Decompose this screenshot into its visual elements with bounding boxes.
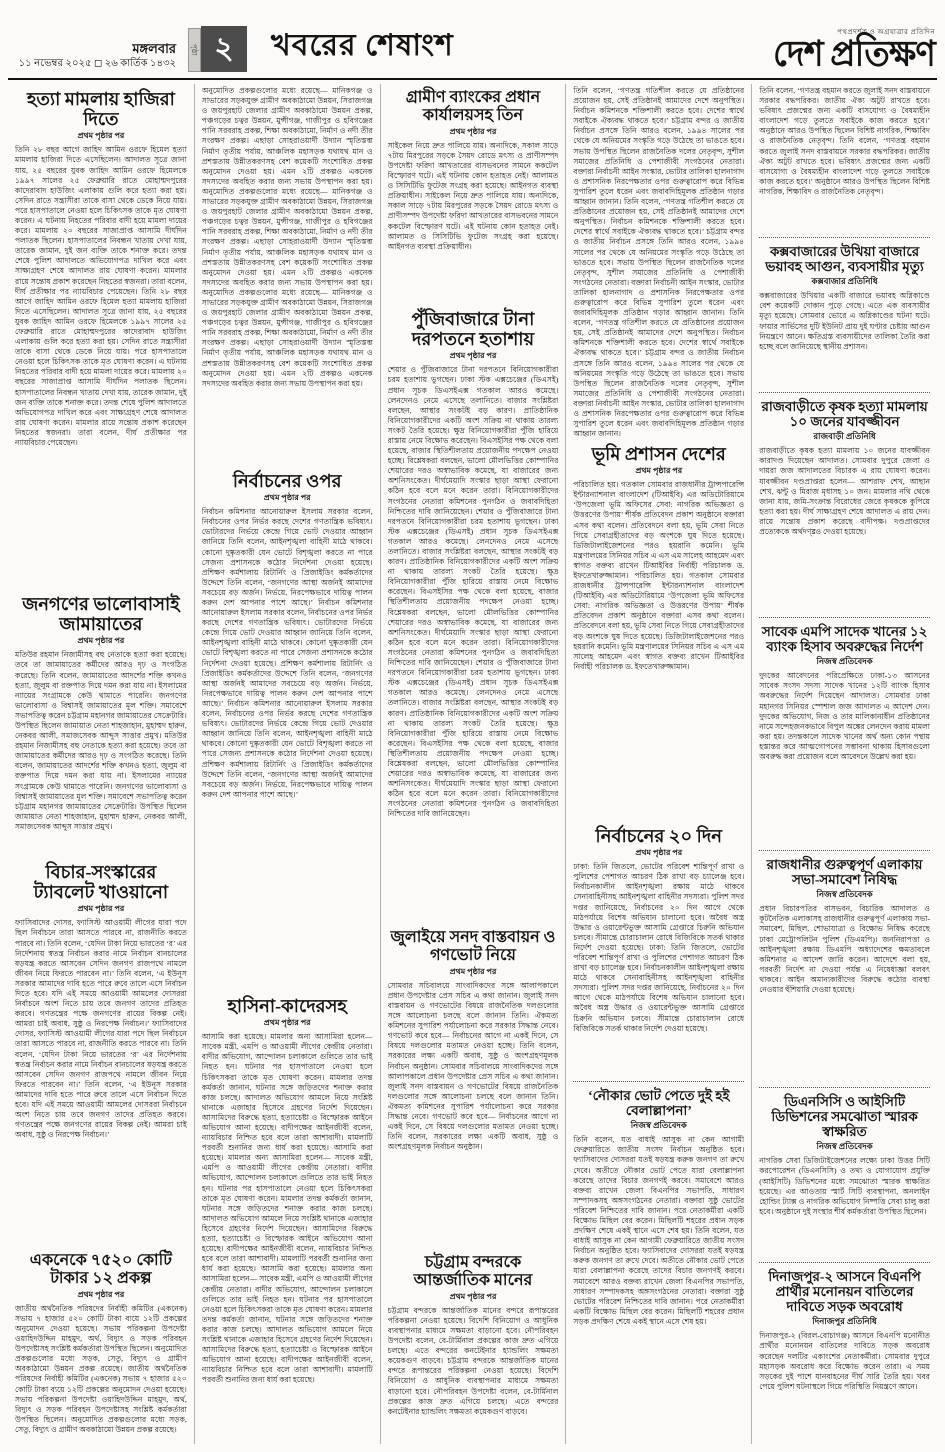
article-headline: পুঁজিবাজারে টানা দরপতনে হতাশায়: [411, 309, 535, 350]
article-body: জাতীয় অর্থনৈতিক পরিষদের নির্বাহী কমিটির (একনেক) সভায় ৭ হাজার ৫২০ কোটি টাকা ব্যয়ে ১২টি প্রকল্পের অনুমোদন দেওয়া হয়েছে। সভায় পরিকল্পনা উপদেষ্টা ওয়াহিদউদ্দিন মাহমুদ, অর্থ, বিদ্যুৎ ও সড়ক পরিবহন উপদেষ্টাসহ সংশ্লিষ্ট কর্মকর্তারা উপস্থিত ছিলেন। অনুমোদিত প্রকল্পগুলোর মধ্যে সড়ক, সেতু, বিদ্যুৎ ও গ্রামীণ অবকাঠামো উন্নয়ন প্রকল্প রয়েছে। জাতীয় অর্থনৈতিক পরিষদের নির্বাহী কমিটির (একনেক) সভায় ৭ হাজার ৫২০ কোটি টাকা ব্যয়ে ১২টি প্রকল্পের অনুমোদন দেওয়া হয়েছে। সভায় পরিকল্পনা উপদেষ্টা ওয়াহিদউদ্দিন মাহমুদ, অর্থ, বিদ্যুৎ ও সড়ক পরিবহন উপদেষ্টাসহ সংশ্লিষ্ট কর্মকর্তারা উপস্থিত ছিলেন। অনুমোদিত প্রকল্পগুলোর মধ্যে সড়ক, সেতু, বিদ্যুৎ ও গ্রামীণ অবকাঠামো উন্নয়ন প্রকল্প রয়েছে।: [15, 1303, 187, 1434]
column-2: [194, 84, 380, 1444]
article: [759, 850, 930, 1084]
continued-from-label: প্রথম পৃষ্ঠার পর: [263, 1018, 311, 1028]
article: [15, 859, 187, 1249]
column-4: [565, 84, 751, 1444]
weekday-label: মঙ্গলবার: [132, 41, 176, 57]
article-headline: কক্সবাজারের উখিয়া বাজারে ভয়াবহ আগুন, ব্যবসায়ীর মৃত্যু: [765, 244, 924, 275]
logo-block: [773, 26, 937, 72]
continued-from-label: প্রথম পৃষ্ঠার পর: [449, 966, 497, 976]
byline: নিজস্ব প্রতিবেদক: [630, 1120, 687, 1131]
article-continuation: [202, 86, 373, 468]
byline: দিনাজপুর প্রতিনিধি: [812, 1316, 877, 1327]
article-body: সোমবার সচিবালয়ে সাংবাদিকদের সঙ্গে আলাপকালে প্রধান উপদেষ্টার প্রেস সচিব এ কথা জানান। জুলাই সনদ বাস্তবায়ন ও গণভোটের বিষয়ে রাজনৈতিক দলগুলোর সঙ্গে আলোচনা চলছে বলে জানান তিনি। ঐকমত্য কমিশনের সুপারিশ পর্যালোচনা করে সরকার সিদ্ধান্ত নেবে। গণভোট কবে হবে— নির্বাচনের আগে না একই দিনে, সে বিষয়ে দলগুলোর মতামত নেওয়া হচ্ছে। তিনি বলেন, সরকারের লক্ষ্য একটি অবাধ, সুষ্ঠু ও অংশগ্রহণমূলক নির্বাচন অনুষ্ঠান। সোমবার সচিবালয়ে সাংবাদিকদের সঙ্গে আলাপকালে প্রধান উপদেষ্টার প্রেস সচিব এ কথা জানান। জুলাই সনদ বাস্তবায়ন ও গণভোটের বিষয়ে রাজনৈতিক দলগুলোর সঙ্গে আলোচনা চলছে বলে জানান তিনি। ঐকমত্য কমিশনের সুপারিশ পর্যালোচনা করে সরকার সিদ্ধান্ত নেবে। গণভোট কবে হবে— নির্বাচনের আগে না একই দিনে, সে বিষয়ে দলগুলোর মতামত নেওয়া হচ্ছে। তিনি বলেন, সরকারের লক্ষ্য একটি অবাধ, সুষ্ঠু ও অংশগ্রহণমূলক নির্বাচন অনুষ্ঠান।: [387, 980, 559, 1152]
article-body: দিনাজপুর-২ (বিরল-বোচাগঞ্জ) আসনে বিএনপি মনোনীত প্রার্থীর মনোনয়ন বাতিলের দাবিতে সড়ক অবরোধ করেছেন দলটির একাংশের নেতাকর্মীরা। সোমবার দুপুরে মহাসড়ক অবরোধ করে বিক্ষোভ করেন তারা। এ সময় সড়কের দুই পাশে যানবাহনের দীর্ঘ সারি তৈরি হয়। খবর পেয়ে পুলিশ ঘটনাস্থলে গিয়ে পরিস্থিতি নিয়ন্ত্রণে আনে।: [759, 1331, 930, 1391]
article-headline: নির্বাচনের ২০ দিন: [595, 826, 723, 846]
article-body: দুদকের আবেদনের পরিপ্রেক্ষিতে ঢাকা-১৩ আসনের সাবেক সংসদ সদস্য সাদেক খানের ১২টি ব্যাংক হিসাব অবরুদ্ধের নির্দেশ দিয়েছেন আদালত। সোমবার ঢাকা মহানগর সিনিয়র স্পেশাল জজ আদালত এ আদেশ দেন। দুদকের অভিযোগ, নিজ ও তার মালিকানাধীন প্রতিষ্ঠানের নামে সন্দেহজনকভাবে বিপুল অঙ্কের লেনদেন করায় মামলা করা হয়। তদন্তকালে সাদেক খানের অর্থ অন্য কোন পন্থায় হস্তান্তর করে আত্মগোপনের সম্ভাবনা থাকায় হিসাবগুলো অবরুদ্ধ করা প্রয়োজন বলে আবেদনে উল্লেখ করা হয়।: [759, 671, 930, 761]
article: [388, 926, 559, 1251]
article: [573, 441, 744, 823]
continued-from-label: প্রথম পৃষ্ঠার পর: [449, 1291, 497, 1301]
article-body: প্রধান বিচারপতির বাসভবন, বিচারিক আদালত ও কূটনৈতিক এলাকাসহ রাজধানীর গুরুত্বপূর্ণ এলাকায় সভা-সমাবেশ, মিছিল, শোভাযাত্রা ও বিক্ষোভ নিষিদ্ধ করেছে ঢাকা মেট্রোপলিটন পুলিশ (ডিএমপি)। জননিরাপত্তা ও আইনশৃঙ্খলা রক্ষায় ডিএমপি অধ্যাদেশের ক্ষমতাবলে কমিশনার এ আদেশ জারি করেন। আদেশে বলা হয়, পরবর্তী নির্দেশ না দেওয়া পর্যন্ত এ নিষেধাজ্ঞা বলবৎ থাকবে। আইন অমান্যকারীদের বিরুদ্ধে কঠোর ব্যবস্থা নেওয়ার হুঁশিয়ারি দেওয়া হয়েছে।: [759, 904, 930, 994]
column-3: [380, 84, 566, 1444]
article-headline: জনগণের ভালোবাসাই জামায়াতের: [22, 594, 180, 635]
article-headline: ডিএনসিসি ও আইসিটি ডিভিশনের সমঝোতা স্মারক স্বাক্ষরিত: [771, 1094, 918, 1140]
article-headline: একনেকে ৭৫২০ কোটি টাকার ১২ প্রকল্প: [29, 1252, 172, 1287]
page-number-block: [188, 26, 247, 72]
article-headline: চট্টগ্রাম বন্দরকে আন্তর্জাতিক মানের: [413, 1254, 533, 1289]
page-number: ২: [201, 26, 247, 72]
continued-from-label: প্রথম পৃষ্ঠার পর: [263, 493, 311, 503]
article-headline: সাবেক এমপি সাদেক খানের ১২ ব্যাংক হিসাব অবরুদ্ধের নির্দেশ: [761, 624, 928, 655]
section-title: খবরের শেষাংশ: [271, 29, 454, 62]
continued-from-label: প্রথম পৃষ্ঠার পর: [77, 1289, 125, 1299]
article-headline: জুলাইয়ে সনদ বাস্তবায়ন ও গণভোট নিয়ে: [390, 929, 556, 964]
article-body: তিনি বলেন, যত বাধাই আসুক না কেন আগামী ফেব্রুয়ারিতে জাতীয় সংসদ নির্বাচন অনুষ্ঠিত হবে। ফ্যাসিবাদের দোসররা যতই ষড়যন্ত্র করুক জনগণ তা রুখে দেবে। অতীতে নৌকার ভোট পেতে যারা বেলাল্লাপনা করেছে তাদের বিচার জনগণই করবে। সমাবেশে আরও বক্তব্য রাখেন জেলা বিএনপির সভাপতি, সাধারণ সম্পাদকসহ অঙ্গসংগঠনের নেতারা। বক্তারা সুষ্ঠু ভোটের পরিবেশ নিশ্চিতের দাবি জানান। পরে নেতাকর্মীরা একটি বিক্ষোভ মিছিল বের করেন। মিছিলটি শহরের প্রধান সড়ক প্রদক্ষিণ শেষে একই স্থানে এসে শেষ হয়। তিনি বলেন, যত বাধাই আসুক না কেন আগামী ফেব্রুয়ারিতে জাতীয় সংসদ নির্বাচন অনুষ্ঠিত হবে। ফ্যাসিবাদের দোসররা যতই ষড়যন্ত্র করুক জনগণ তা রুখে দেবে। অতীতে নৌকার ভোট পেতে যারা বেলাল্লাপনা করেছে তাদের বিচার জনগণই করবে। সমাবেশে আরও বক্তব্য রাখেন জেলা বিএনপির সভাপতি, সাধারণ সম্পাদকসহ অঙ্গসংগঠনের নেতারা। বক্তারা সুষ্ঠু ভোটের পরিবেশ নিশ্চিতের দাবি জানান। পরে নেতাকর্মীরা একটি বিক্ষোভ মিছিল বের করেন। মিছিলটি শহরের প্রধান সড়ক প্রদক্ষিণ শেষে একই স্থানে এসে শেষ হয়।: [573, 1135, 745, 1326]
masthead: [8, 6, 937, 80]
continued-from-label: প্রথম পৃষ্ঠার পর: [77, 636, 125, 646]
byline: কক্সবাজার প্রতিনিধি: [811, 276, 878, 287]
continued-from-label: প্রথম পৃষ্ঠার পর: [449, 351, 497, 361]
byline: নিজস্ব প্রতিবেদক: [816, 656, 873, 667]
article-headline: ‘নৌকার ভোট পেতে দুই হই বেলাল্লাপনা’: [588, 1088, 730, 1119]
article-headline: রাজধানীর গুরুত্বপূর্ণ এলাকায় সভা-সমাবেশ নিষিদ্ধ: [766, 857, 923, 888]
article-body: রাজবাড়ীতে কৃষক হত্যা মামলায় ১০ জনের যাবজ্জীবন কারাদণ্ড দিয়েছেন আদালত। সোমবার দুপুরে জেলা ও দায়রা জজ আদালতের বিচারক এ রায় ঘোষণা করেন। যাবজ্জীবন দণ্ডপ্রাপ্তরা হলেন— আশরাফ শেখ, আছান শেখ, ঝন্টু ও মিরাজ মৃধাসহ ১০ জন। মামলার নথি থেকে জানা যায়, জমি-সংক্রান্ত বিরোধের জেরে কৃষককে কুপিয়ে হত্যা করা হয়। দীর্ঘ সাক্ষ্যগ্রহণ শেষে আদালত এ রায় দেন। রায়ে সন্তোষ প্রকাশ করেছে বাদীপক্ষ। দণ্ডপ্রাপ্তদের প্রত্যেককে অর্থদণ্डও দেওয়া হয়েছে।: [759, 446, 930, 536]
continued-from-label: প্রথম পৃষ্ঠার পর: [635, 848, 683, 858]
article: [573, 1081, 744, 1444]
article: [573, 823, 744, 1078]
article-body: পরিচালিত হয়। গতকাল সোমবার রাজধানীর ট্রান্সপারেন্সি ইন্টারন্যাশনাল বাংলাদেশ (টিআইবি) এর অডিটোরিয়ামে ‘উপজেলা ভূমি অফিসের সেবা: নাগরিক অভিজ্ঞতা ও উত্তরণের উপায়’ শীর্ষক প্রতিবেদন প্রকাশ অনুষ্ঠানে বক্তারা এসব কথা বলেন। প্রতিবেদনে বলা হয়, ভূমি সেবা নিতে গিয়ে সেবাগ্রহীতাদের বড় অংশকে ঘুষ দিতে হয়েছে। ডিজিটালাইজেশনের পরও হয়রানি কমেনি। ভূমি মন্ত্রণালয়ের সিনিয়র সচিব এ এস এম সালেহ আহমেদ এবং স্বাগত বক্তব্য রাখেন টিআইবির নির্বাহী পরিচালক ড. ইফতেখারুজ্জামান। পরিচালিত হয়। গতকাল সোমবার রাজধানীর ট্রান্সপারেন্সি ইন্টারন্যাশনাল বাংলাদেশ (টিআইবি) এর অডিটোরিয়ামে ‘উপজেলা ভূমি অফিসের সেবা: নাগরিক অভিজ্ঞতা ও উত্তরণের উপায়’ শীর্ষক প্রতিবেদন প্রকাশ অনুষ্ঠানে বক্তারা এসব কথা বলেন। প্রতিবেদনে বলা হয়, ভূমি সেবা নিতে গিয়ে সেবাগ্রহীতাদের বড় অংশকে ঘুষ দিতে হয়েছে। ডিজিটালাইজেশনের পরও হয়রানি কমেনি। ভূমি মন্ত্রণালয়ের সিনিয়র সচিব এ এস এম সালেহ আহমেদ এবং স্বাগত বক্তব্য রাখেন টিআইবির নির্বাহী পরিচালক ড. ইফতেখারুজ্জামান।: [573, 480, 745, 671]
continued-from-label: প্রথম পৃষ্ঠার পর: [635, 466, 683, 476]
continued-from-label: প্রথম পৃষ্ঠার পর: [77, 904, 125, 914]
article: [15, 591, 187, 859]
byline: রাজবাড়ী প্রতিনিধি: [813, 431, 876, 442]
article-headline: নির্বাচনের ওপর: [232, 471, 342, 491]
newspaper-logo: দেশ প্রতিক্ষণ: [773, 35, 935, 74]
byline: নিজস্ব প্রতিবেদক: [816, 1141, 873, 1152]
article-headline: রাজবাড়ীতে কৃষক হত্যা মামলায় ১০ জনের যাবজ্জীবন: [761, 399, 928, 430]
article-continuation: [759, 86, 930, 234]
article: [388, 306, 559, 926]
article-body: নির্বাচন কমিশনার আনোয়ারুল ইসলাম সরকার বলেন, নির্বাচনের ওপর নির্ভর করছে দেশের গণতান্ত্রিক ভবিষ্যৎ। ভোটারদের নির্ভয়ে কেন্দ্রে গিয়ে ভোট দেওয়ার আহ্বান জানিয়ে তিনি বলেন, আইনশৃঙ্খলা বাহিনী মাঠে থাকবে। কোনো দুষ্কৃতকারী যেন ভোটে বিশৃঙ্খলা করতে না পারে সেজন্য প্রশাসনকে কঠোর নির্দেশনা দেওয়া হয়েছে। প্রশিক্ষণ কর্মশালায় রিটার্নিং ও প্রিজাইডিং কর্মকর্তাদের উদ্দেশে তিনি বলেন, ‘জনগণের আস্থা অর্জনই আমাদের সবচেয়ে বড় অর্জন। নির্ভয়ে, নিরপেক্ষভাবে দায়িত্ব পালন করুন দেশ আপনার পাশে আছে।’ নির্বাচন কমিশনার আনোয়ারুল ইসলাম সরকার বলেন, নির্বাচনের ওপর নির্ভর করছে দেশের গণতান্ত্রিক ভবিষ্যৎ। ভোটারদের নির্ভয়ে কেন্দ্রে গিয়ে ভোট দেওয়ার আহ্বান জানিয়ে তিনি বলেন, আইনশৃঙ্খলা বাহিনী মাঠে থাকবে। কোনো দুষ্কৃতকারী যেন ভোটে বিশৃঙ্খলা করতে না পারে সেজন্য প্রশাসনকে কঠোর নির্দেশনা দেওয়া হয়েছে। প্রশিক্ষণ কর্মশালায় রিটার্নিং ও প্রিজাইডিং কর্মকর্তাদের উদ্দেশে তিনি বলেন, ‘জনগণের আস্থা অর্জনই আমাদের সবচেয়ে বড় অর্জন। নির্ভয়ে, নিরপেক্ষভাবে দায়িত্ব পালন করুন দেশ আপনার পাশে আছে।’ নির্বাচন কমিশনার আনোয়ারুল ইসলাম সরকার বলেন, নির্বাচনের ওপর নির্ভর করছে দেশের গণতান্ত্রিক ভবিষ্যৎ। ভোটারদের নির্ভয়ে কেন্দ্রে গিয়ে ভোট দেওয়ার আহ্বান জানিয়ে তিনি বলেন, আইনশৃঙ্খলা বাহিনী মাঠে থাকবে। কোনো দুষ্কৃতকারী যেন ভোটে বিশৃঙ্খলা করতে না পারে সেজন্য প্রশাসনকে কঠোর নির্দেশনা দেওয়া হয়েছে। প্রশিক্ষণ কর্মশালায় রিটার্নিং ও প্রিজাইডিং কর্মকর্তাদের উদ্দেশে তিনি বলেন, ‘জনগণের আস্থা অর্জনই আমাদের সবচেয়ে বড় অর্জন। নির্ভয়ে, নিরপেক্ষভাবে দায়িত্ব পালন করুন দেশ আপনার পাশে আছে।’: [201, 507, 373, 799]
article: [759, 1087, 930, 1259]
article-headline: বিচার-সংস্কারের ট্যাবলেট খাওয়ানো: [33, 862, 169, 903]
article-body: ঢাকা: তিনি জিতলে, ভোটের পরিবেশ শান্তিপূর্ণ রাখা ও পুলিশের পেশাগত আচরণ ঠিক রাখা বড় চ্যালেঞ্জ হবে। নির্বাচনকালীন আইনশৃঙ্খলা রক্ষায় মাঠে থাকবে সেনাবাহিনীসহ আইনশৃঙ্খলা বাহিনীর সদস্যরা। পুলিশ সদর দপ্তর জানিয়েছে, নির্বাচনের ২০ দিন আগে থেকে মাঠপর্যায়ে বিশেষ অভিযান চালানো হবে। অবৈধ অস্ত্র উদ্ধার ও ওয়ারেন্টভুক্ত আসামি গ্রেপ্তারে চিরুনি অভিযান চলবে। সীমান্তে চোরাচালান রোধে বিজিবিকে সতর্ক থাকার নির্দেশ দেওয়া হয়েছে। ঢাকা: তিনি জিতলে, ভোটের পরিবেশ শান্তিপূর্ণ রাখা ও পুলিশের পেশাগত আচরণ ঠিক রাখা বড় চ্যালেঞ্জ হবে। নির্বাচনকালীন আইনশৃঙ্খলা রক্ষায় মাঠে থাকবে সেনাবাহিনীসহ আইনশৃঙ্খলা বাহিনীর সদস্যরা। পুলিশ সদর দপ্তর জানিয়েছে, নির্বাচনের ২০ দিন আগে থেকে মাঠপর্যায়ে বিশেষ অভিযান চালানো হবে। অবৈধ অস্ত্র উদ্ধার ও ওয়ারেন্টভুক্ত আসামি গ্রেপ্তারে চিরুনি অভিযান চলবে। সীমান্তে চোরাচালান রোধে বিজিবিকে সতর্ক থাকার নির্দেশ দেওয়া হয়েছে।: [573, 862, 745, 1033]
article: [15, 1249, 187, 1444]
article-body: নাগরিক সেবা ডিজিটাইজেশনের লক্ষ্যে ঢাকা উত্তর সিটি করপোরেশন (ডিএনসিসি) ও তথ্য ও যোগাযোগ প্রযুক্তি (আইসিটি) ডিভিশনের মধ্যে সমঝোতা স্মারক স্বাক্ষরিত হয়েছে। এর আওতায় স্মার্ট সিটি ব্যবস্থাপনা, অনলাইন হোল্ডিং ট্যাক্স ও নাগরিক অভিযোগ নিষ্পত্তি সেবা চালু করা হবে। অনুষ্ঠানে দুই সংস্থার শীর্ষ কর্মকর্তারা উপস্থিত ছিলেন।: [759, 1156, 930, 1216]
article-body: অনুমোদিত প্রকল্পগুলোর মধ্যে রয়েছে— মানিকগঞ্জ ও সাভারের সড়কযুক্ত গ্রামীণ অবকাঠামো উন্নয়ন, সিরাজগঞ্জ ও জয়পুরহাট জেলার গ্রামীণ অবকাঠামো উন্নয়ন প্রকল্প, পঞ্চগড়ের চত্বর উন্নয়ন, মুন্সীগঞ্জ, গাজীপুর ও হবিগঞ্জের পানি সরবরাহ প্রকল্প, শিক্ষা অবকাঠামো, নির্মাণ ও নদী তীর সংরক্ষণ প্রকল্প। এছাড়া সোহরাওয়ার্দী উদ্যান স্মৃতিস্তম্ভ নির্মাণ তৃতীয় পর্যায়, আঞ্চলিক মহাসড়ক যথাযথ মান ও প্রশস্ততায় উন্নীতকরণসহ বেশ কয়েকটি সংশোধিত প্রকল্প অনুমোদন দেওয়া হয়। এমন ২টি প্রকল্পও একনেক সদস্যদের অবহিত করার জন্য সভায় উপস্থাপন করা হয়। অনুমোদিত প্রকল্পগুলোর মধ্যে রয়েছে— মানিকগঞ্জ ও সাভারের সড়কযুক্ত গ্রামীণ অবকাঠামো উন্নয়ন, সিরাজগঞ্জ ও জয়পুরহাট জেলার গ্রামীণ অবকাঠামো উন্নয়ন প্রকল্প, পঞ্চগড়ের চত্বর উন্নয়ন, মুন্সীগঞ্জ, গাজীপুর ও হবিগঞ্জের পানি সরবরাহ প্রকল্প, শিক্ষা অবকাঠামো, নির্মাণ ও নদী তীর সংরক্ষণ প্রকল্প। এছাড়া সোহরাওয়ার্দী উদ্যান স্মৃতিস্তম্ভ নির্মাণ তৃতীয় পর্যায়, আঞ্চলিক মহাসড়ক যথাযথ মান ও প্রশস্ততায় উন্নীতকরণসহ বেশ কয়েকটি সংশোধিত প্রকল্প অনুমোদন দেওয়া হয়। এমন ২টি প্রকল্পও একনেক সদস্যদের অবহিত করার জন্য সভায় উপস্থাপন করা হয়। অনুমোদিত প্রকল্পগুলোর মধ্যে রয়েছে— মানিকগঞ্জ ও সাভারের সড়কযুক্ত গ্রামীণ অবকাঠামো উন্নয়ন, সিরাজগঞ্জ ও জয়পুরহাট জেলার গ্রামীণ অবকাঠামো উন্নয়ন প্রকল্প, পঞ্চগড়ের চত্বর উন্নয়ন, মুন্সীগঞ্জ, গাজীপুর ও হবিগঞ্জের পানি সরবরাহ প্রকল্প, শিক্ষা অবকাঠামো, নির্মাণ ও নদী তীর সংরক্ষণ প্রকল্প। এছাড়া সোহরাওয়ার্দী উদ্যান স্মৃতিস্তম্ভ নির্মাণ তৃতীয় পর্যায়, আঞ্চলিক মহাসড়ক যথাযথ মান ও প্রশস্ততায় উন্নীতকরণসহ বেশ কয়েকটি সংশোধিত প্রকল্প অনুমোদন দেওয়া হয়। এমন ২টি প্রকল্পও একনেক সদস্যদের অবহিত করার জন্য সভায় উপস্থাপন করা হয়।: [201, 86, 373, 388]
article-body: আসামি করা হয়েছে। মামলার অন্য আসামিরা হলেন— সাবেক মন্ত্রী, এমপি ও আওয়ামী লীগের কেন্দ্রীয় নেতারা। বাদীর অভিযোগ, আন্দোলন চলাকালে গুলিতে তার ভাই নিহত হন। ঘটনার পর হাসপাতালে নেওয়া হলে চিকিৎসকরা তাকে মৃত ঘোষণা করেন। মামলার তদন্ত কর্মকর্তা জানান, ঘটনার সঙ্গে জড়িতদের শনাক্ত করার কাজ চলছে। আদালত অভিযোগ আমলে নিয়ে সংশ্লিষ্ট থানাকে এজাহার হিসেবে গ্রহণের নির্দেশ দিয়েছেন। আসামিদের বিরুদ্ধে হত্যা, হত্যাচেষ্টা ও বিস্ফোরক আইনে অভিযোগ আনা হয়েছে। বাদীপক্ষের আইনজীবী বলেন, ন্যায়বিচার নিশ্চিত হবে বলে তারা আশাবাদী। মামলাটি পরবর্তী শুনানির জন্য ধার্য করা হয়েছে। আসামি করা হয়েছে। মামলার অন্য আসামিরা হলেন— সাবেক মন্ত্রী, এমপি ও আওয়ামী লীগের কেন্দ্রীয় নেতারা। বাদীর অভিযোগ, আন্দোলন চলাকালে গুলিতে তার ভাই নিহত হন। ঘটনার পর হাসপাতালে নেওয়া হলে চিকিৎসকরা তাকে মৃত ঘোষণা করেন। মামলার তদন্ত কর্মকর্তা জানান, ঘটনার সঙ্গে জড়িতদের শনাক্ত করার কাজ চলছে। আদালত অভিযোগ আমলে নিয়ে সংশ্লিষ্ট থানাকে এজাহার হিসেবে গ্রহণের নির্দেশ দিয়েছেন। আসামিদের বিরুদ্ধে হত্যা, হত্যাচেষ্টা ও বিস্ফোরক আইনে অভিযোগ আনা হয়েছে। বাদীপক্ষের আইনজীবী বলেন, ন্যায়বিচার নিশ্চিত হবে বলে তারা আশাবাদী। মামলাটি পরবর্তী শুনানির জন্য ধার্য করা হয়েছে। আসামি করা হয়েছে। মামলার অন্য আসামিরা হলেন— সাবেক মন্ত্রী, এমপি ও আওয়ামী লীগের কেন্দ্রীয় নেতারা। বাদীর অভিযোগ, আন্দোলন চলাকালে গুলিতে তার ভাই নিহত হন। ঘটনার পর হাসপাতালে নেওয়া হলে চিকিৎসকরা তাকে মৃত ঘোষণা করেন। মামলার তদন্ত কর্মকর্তা জানান, ঘটনার সঙ্গে জড়িতদের শনাক্ত করার কাজ চলছে। আদালত অভিযোগ আমলে নিয়ে সংশ্লিষ্ট থানাকে এজাহার হিসেবে গ্রহণের নির্দেশ দিয়েছেন। আসামিদের বিরুদ্ধে হত্যা, হত্যাচেষ্টা ও বিস্ফোরক আইনে অভিযোগ আনা হয়েছে। বাদীপক্ষের আইনজীবী বলেন, ন্যায়বিচার নিশ্চিত হবে বলে তারা আশাবাদী। মামলাটি পরবর্তী শুনানির জন্য ধার্য করা হয়েছে।: [201, 1032, 373, 1385]
article: [759, 617, 930, 847]
date-block: [8, 41, 176, 72]
article-body: চট্টগ্রাম বন্দরকে আন্তর্জাতিক মানের বন্দরে রূপান্তরের পরিকল্পনা নেওয়া হয়েছে। বিদেশি বিনিয়োগ ও আধুনিক ব্যবস্থাপনার মাধ্যমে সক্ষমতা বাড়ানো হবে। নৌপরিবহন উপদেষ্টা বলেন, বে-টার্মিনাল প্রকল্পের কাজ দ্রুত এগিয়ে চলছে। এতে বন্দরের কনটেইনার হ্যান্ডলিং সক্ষমতা কয়েকগুণ বাড়বে। চট্টগ্রাম বন্দরকে আন্তর্জাতিক মানের বন্দরে রূপান্তরের পরিকল্পনা নেওয়া হয়েছে। বিদেশি বিনিয়োগ ও আধুনিক ব্যবস্থাপনার মাধ্যমে সক্ষমতা বাড়ানো হবে। নৌপরিবহন উপদেষ্টা বলেন, বে-টার্মিনাল প্রকল্পের কাজ দ্রুত এগিয়ে চলছে। এতে বন্দরের কনটেইনার হ্যান্ডলিং সক্ষমতা কয়েকগুণ বাড়বে।: [387, 1305, 559, 1416]
byline: নিজস্ব প্রতিবেদক: [816, 889, 873, 900]
article: [15, 86, 187, 591]
article: [202, 993, 373, 1444]
article-body: কক্সবাজারের উখিয়ার একটি বাজারে ভয়াবহ অগ্নিকাণ্ডে বেশ কয়েকটি দোকান পুড়ে গেছে। এতে এক ব্যবসায়ীর মৃত্যু হয়েছে। সোমবার ভোরে এ অগ্নিকাণ্ডের ঘটনা ঘটে। ফায়ার সার্ভিসের দুটি ইউনিট প্রায় দুই ঘণ্টার চেষ্টায় আগুন নিয়ন্ত্রণে আনে। ক্ষতিগ্রস্ত ব্যবসায়ীদের তালিকা তৈরি করা হচ্ছে বলে জানিয়েছে স্থানীয় প্রশাসন।: [759, 291, 930, 351]
article-continuation: [573, 86, 744, 441]
article-body: সাইকেল নিয়ে দ্রুত পালিয়ে যায়। অন্যদিকে, সকাল সাড়ে ৭টায় মিরপুরের সড়কে সৈয়দ রোডে মৎস্য ও প্রাণীসম্পদ উপদেষ্টা ফরিদা আখতারের বাসভবনের সামনে ককটেল বিস্ফোরণ ঘটে। এই ঘটনায় কোন হতাহত নেই। আলামত ও সিসিটিভি ফুটেজ সংগ্রহ করা হয়েছে। আইনগত ব্যবস্থা প্রক্রিয়াধীন। সাইকেল নিয়ে দ্রুত পালিয়ে যায়। অন্যদিকে, সকাল সাড়ে ৭টায় মিরপুরের সড়কে সৈয়দ রোডে মৎস্য ও প্রাণীসম্পদ উপদেষ্টা ফরিদা আখতারের বাসভবনের সামনে ককটেল বিস্ফোরণ ঘটে। এই ঘটনায় কোন হতাহত নেই। আলামত ও সিসিটিভি ফুটেজ সংগ্রহ করা হয়েছে। আইনগত ব্যবস্থা প্রক্রিয়াধীন।: [387, 140, 559, 251]
continued-from-label: প্রথম পৃষ্ঠার পর: [77, 131, 125, 141]
article-body: তিনি বলেন, ‘গণতন্ত্র গতিশীল করতে যে প্রতিষ্ঠানের প্রয়োজন হয়, সেই প্রতিষ্ঠানই আমাদের দেশে অনুপস্থিত। নির্বাচন কমিশনকে শক্তিশালী করতে হবে। দেশের স্বার্থে সবাইকে ঐক্যবদ্ধ থাকতে হবে।’ চট্টগ্রাম বন্দর ও জাতীয় নির্বাচন প্রসঙ্গে তিনি আরও বলেন, ১৯৯৪ সালের পর থেকে যে অনিয়মের সংস্কৃতি গড়ে উঠেছে তা ভাঙতে হবে। সভায় উপস্থিত ছিলেন রাজনৈতিক দলের নেতৃবৃন্দ, সুশীল সমাজের প্রতিনিধি ও পেশাজীবী সংগঠনের নেতারা। বক্তারা নির্বাচনী আইন সংস্কার, ভোটার তালিকা হালনাগাদ ও প্রশাসনিক নিরপেক্ষতার ওপর গুরুত্বারোপ করে বিভিন্ন সুপারিশ তুলে ধরেন এবং জবাবদিহিমূলক প্রতিষ্ঠান গড়ার আহ্বান জানান। তিনি বলেন, ‘গণতন্ত্র গতিশীল করতে যে প্রতিষ্ঠানের প্রয়োজন হয়, সেই প্রতিষ্ঠানই আমাদের দেশে অনুপস্থিত। নির্বাচন কমিশনকে শক্তিশালী করতে হবে। দেশের স্বার্থে সবাইকে ঐক্যবদ্ধ থাকতে হবে।’ চট্টগ্রাম বন্দর ও জাতীয় নির্বাচন প্রসঙ্গে তিনি আরও বলেন, ১৯৯৪ সালের পর থেকে যে অনিয়মের সংস্কৃতি গড়ে উঠেছে তা ভাঙতে হবে। সভায় উপস্থিত ছিলেন রাজনৈতিক দলের নেতৃবৃন্দ, সুশীল সমাজের প্রতিনিধি ও পেশাজীবী সংগঠনের নেতারা। বক্তারা নির্বাচনী আইন সংস্কার, ভোটার তালিকা হালনাগাদ ও প্রশাসনিক নিরপেক্ষতার ওপর গুরুত্বারোপ করে বিভিন্ন সুপারিশ তুলে ধরেন এবং জবাবদিহিমূলক প্রতিষ্ঠান গড়ার আহ্বান জানান। তিনি বলেন, ‘গণতন্ত্র গতিশীল করতে যে প্রতিষ্ঠানের প্রয়োজন হয়, সেই প্রতিষ্ঠানই আমাদের দেশে অনুপস্থিত। নির্বাচন কমিশনকে শক্তিশালী করতে হবে। দেশের স্বার্থে সবাইকে ঐক্যবদ্ধ থাকতে হবে।’ চট্টগ্রাম বন্দর ও জাতীয় নির্বাচন প্রসঙ্গে তিনি আরও বলেন, ১৯৯৪ সালের পর থেকে যে অনিয়মের সংস্কৃতি গড়ে উঠেছে তা ভাঙতে হবে। সভায় উপস্থিত ছিলেন রাজনৈতিক দলের নেতৃবৃন্দ, সুশীল সমাজের প্রতিনিধি ও পেশাজীবী সংগঠনের নেতারা। বক্তারা নির্বাচনী আইন সংস্কার, ভোটার তালিকা হালনাগাদ ও প্রশাসনিক নিরপেক্ষতার ওপর গুরুত্বারোপ করে বিভিন্ন সুপারিশ তুলে ধরেন এবং জবাবদিহিমূলক প্রতিষ্ঠান গড়ার আহ্বান জানান।: [573, 86, 745, 439]
article: [759, 237, 930, 389]
article-headline: গ্রামীণ ব্যাংকের প্রধান কার্যালয়সহ তিন: [405, 89, 541, 124]
article-body: ফ্যাসিবাদের দোসর, ফ্যাসিস্ট আওয়ামী লীগের যারা পদে ছিল নির্বাচনে তারা আসতে পারবে না, রাজনীতি করতে পারবে না। তিনি বলেন, ‘যেদিন টাকা নিয়ে ভারতের ‘র’ এর নির্দেশনায় স্বতন্ত্র নির্বাচন করার নামে নির্বাচন বানচালের ষড়যন্ত্র করতে আসবেন সেদিন জনগণ রাজপথে নামলে জীবন নিয়ে ফিরতে পারবেন না।’ তিনি বলেন, ‘এ ইউনূস সরকার আমাদের দাবি হতে পারে রুবে তালে এসে নির্বাচন দিতে হবে। যদি এই সময়ে আওয়ামী আমলের দোসররা নির্বাচনে অংশ নিতে চায় তবে জনগণ তাদের প্রতিহত করবে। গণতন্ত্রের পক্ষে জনগণের রায়ের বিকল্প নেই। আমরা চাই অবাধ, সুষ্ঠু ও নিরপেক্ষ নির্বাচন।’ ফ্যাসিবাদের দোসর, ফ্যাসিস্ট আওয়ামী লীগের যারা পদে ছিল নির্বাচনে তারা আসতে পারবে না, রাজনীতি করতে পারবে না। তিনি বলেন, ‘যেদিন টাকা নিয়ে ভারতের ‘র’ এর নির্দেশনায় স্বতন্ত্র নির্বাচন করার নামে নির্বাচন বানচালের ষড়যন্ত্র করতে আসবেন সেদিন জনগণ রাজপথে নামলে জীবন নিয়ে ফিরতে পারবেন না।’ তিনি বলেন, ‘এ ইউনূস সরকার আমাদের দাবি হতে পারে রুবে তালে এসে নির্বাচন দিতে হবে। যদি এই সময়ে আওয়ামী আমলের দোসররা নির্বাচনে অংশ নিতে চায় তবে জনগণ তাদের প্রতিহত করবে। গণতন্ত্রের পক্ষে জনগণের রায়ের বিকল্প নেই। আমরা চাই অবাধ, সুষ্ঠু ও নিরপেক্ষ নির্বাচন।’: [15, 918, 187, 1140]
column-5: [751, 84, 937, 1444]
article-headline: দিনাজপুর-২ আসনে বিএনপি প্রার্থীর মনোনয়ন বাতিলের দাবিতে সড়ক অবরোধ: [768, 1269, 921, 1315]
logo-tagline: পথপ্রদর্শক ও অগ্রযাত্রার প্রতিদিন: [837, 28, 935, 36]
article: [759, 1262, 930, 1444]
column-1: [8, 84, 194, 1444]
column-grid: [8, 84, 937, 1444]
article-headline: হাসিনা-কাদেরসহ: [227, 996, 347, 1016]
article-body: মতিউর রহমান নিজামীসহ বহু নেতাকে হত্যা করা হয়েছে। তবে তা জামায়াতের কর্মীদের আরও দৃঢ় ও সংগঠিত করেছে। তিনি বলেন, জামায়াতের আদর্শের শক্তি কখনও হত্যা, জুলুম বা রক্তপাত দিয়ে দমন করা যায় না। ইসলামের ন্যায়ের সংগ্রামকে কেউ থামাতে পারেনি। জনগণের ভালোবাসা ও বিশ্বাসই জামায়াতের মূল শক্তি। সমাবেশে সভাপতিত্ব করেন চট্টগ্রাম মহানগর জামায়াতের সেক্রেটারি। উপস্থিত ছিলেন জামায়াত নেতা শাহজাহান, মুহাম্মদ হারুন, নেকবর আলী, সমাজসেবক আব্দুস সাত্তার প্রমুখ। মতিউর রহমান নিজামীসহ বহু নেতাকে হত্যা করা হয়েছে। তবে তা জামায়াতের কর্মীদের আরও দৃঢ় ও সংগঠিত করেছে। তিনি বলেন, জামায়াতের আদর্শের শক্তি কখনও হত্যা, জুলুম বা রক্তপাত দিয়ে দমন করা যায় না। ইসলামের ন্যায়ের সংগ্রামকে কেউ থামাতে পারেনি। জনগণের ভালোবাসা ও বিশ্বাসই জামায়াতের মূল শক্তি। সমাবেশে সভাপতিত্ব করেন চট্টগ্রাম মহানগর জামায়াতের সেক্রেটারি। উপস্থিত ছিলেন জামায়াত নেতা শাহজাহান, মুহাম্মদ হারুন, নেকবর আলী, সমাজসেবক আব্দুস সাত্তার প্রমুখ।: [15, 650, 187, 831]
article-headline: ভূমি প্রশাসন দেশের: [591, 444, 726, 464]
date-line: ১১ নভেম্বর ২০২৫ ◻ ২৬ কার্তিক ১৪৩২: [18, 57, 176, 69]
article: [388, 86, 559, 306]
article: [759, 392, 930, 614]
article-body: তিনি বলেন, ‘গণতন্ত্র বহমান করতে জুলাই সনদ বাস্তবায়নে সরকার বদ্ধপরিকর। জাতীয় ঐক্য অটুট রাখতে হবে। ভবিষ্যৎ প্রজন্মের জন্য একটি বাসযোগ্য ও বৈষম্যহীন বাংলাদেশ গড়ে তুলতে সবাইকে কাজ করতে হবে।’ অনুষ্ঠানে আরও উপস্থিত ছিলেন বিশিষ্ট নাগরিক, শিক্ষাবিদ ও রাজনৈতিক নেতৃবৃন্দ। তিনি বলেন, ‘গণতন্ত্র বহমান করতে জুলাই সনদ বাস্তবায়নে সরকার বদ্ধপরিকর। জাতীয় ঐক্য অটুট রাখতে হবে। ভবিষ্যৎ প্রজন্মের জন্য একটি বাসযোগ্য ও বৈষম্যহীন বাংলাদেশ গড়ে তুলতে সবাইকে কাজ করতে হবে।’ অনুষ্ঠানে আরও উপস্থিত ছিলেন বিশিষ্ট নাগরিক, শিক্ষাবিদ ও রাজনৈতিক নেতৃবৃন্দ।: [759, 86, 930, 196]
article: [388, 1251, 559, 1444]
article-body: তিনি ২৮ বছর আগে জাহিদ আমিন ওরফে হিমেল হত্যা মামলায় হাজিরা দিতে এসেছিলেন। আদালত সূত্রে জানা যায়, ২৫ বছরের যুবক জাহিদ আমিন ওরফে হিমেলকে ১৯৯৭ সালের ২৫ ফেব্রুয়ারি রাতে মোহাম্মদপুরের কাদেরাবাদ হাউজিং এলাকায় গুলি করে হত্যা করা হয়। সেদিন রাতে সন্ত্রাসীরা তাকে বাসা থেকে ডেকে নিয়ে যায়। পরে হাসপাতালে নেওয়া হলে চিকিৎসক তাকে মৃত ঘোষণা করেন। এ ঘটনায় নিহতের পরিবার বাদী হয়ে মামলা দায়ের করে। মামলায় ২০ বছরের সাজাপ্রাপ্ত আসামি দীর্ঘদিন পলাতক ছিলেন। হাসপাতালের নিবন্ধন খাতায় দেখা যায়, তারেক জামান, দুই জন ব্যক্তি তাকে শনাক্ত করে। তদন্ত শেষে পুলিশ আদালতে অভিযোগপত্র দাখিল করে এবং সাক্ষ্যগ্রহণ শেষে আদালত রায় ঘোষণা করেন। মামলার রায়ে সন্তোষ প্রকাশ করেছেন নিহতের স্বজনরা। তারা বলেন, দীর্ঘ প্রতীক্ষার পর ন্যায়বিচার পেয়েছেন। তিনি ২৮ বছর আগে জাহিদ আমিন ওরফে হিমেল হত্যা মামলায় হাজিরা দিতে এসেছিলেন। আদালত সূত্রে জানা যায়, ২৫ বছরের যুবক জাহিদ আমিন ওরফে হিমেলকে ১৯৯৭ সালের ২৫ ফেব্রুয়ারি রাতে মোহাম্মদপুরের কাদেরাবাদ হাউজিং এলাকায় গুলি করে হত্যা করা হয়। সেদিন রাতে সন্ত্রাসীরা তাকে বাসা থেকে ডেকে নিয়ে যায়। পরে হাসপাতালে নেওয়া হলে চিকিৎসক তাকে মৃত ঘোষণা করেন। এ ঘটনায় নিহতের পরিবার বাদী হয়ে মামলা দায়ের করে। মামলায় ২০ বছরের সাজাপ্রাপ্ত আসামি দীর্ঘদিন পলাতক ছিলেন। হাসপাতালের নিবন্ধন খাতায় দেখা যায়, তারেক জামান, দুই জন ব্যক্তি তাকে শনাক্ত করে। তদন্ত শেষে পুলিশ আদালতে অভিযোগপত্র দাখিল করে এবং সাক্ষ্যগ্রহণ শেষে আদালত রায় ঘোষণা করেন। মামলার রায়ে সন্তোষ প্রকাশ করেছেন নিহতের স্বজনরা। তারা বলেন, দীর্ঘ প্রতীক্ষার পর ন্যায়বিচার পেয়েছেন।: [15, 145, 187, 448]
continued-from-label: প্রথম পৃষ্ঠার পর: [449, 126, 497, 136]
article-headline: হত্যা মামলায় হাজিরা দিতে: [26, 89, 175, 130]
article: [202, 468, 373, 993]
page-ribbon-label: পৃষ্ঠা: [188, 28, 201, 72]
article-body: শেয়ার ও পুঁজিবাজারে টানা দরপতনে বিনিয়োগকারীরা চরম হতাশায় ভুগছেন। ঢাকা স্টক এক্সচেঞ্জের (ডিএসই) প্রধান সূচক ডিএসইএক্স গতকাল আরও কমেছে। লেনদেনও নেমে এসেছে তলানিতে। বাজার সংশ্লিষ্টরা বলছেন, আস্থার সংকটই বড় কারণ। প্রাতিষ্ঠানিক বিনিয়োগকারীদের একটি অংশ সক্রিয় না থাকায় তারল্য সংকট তৈরি হয়েছে। ক্ষুদ্র বিনিয়োগকারীরা পুঁজি হারিয়ে রাস্তায় নেমে বিক্ষোভ করেছেন। বিএসইসির পক্ষ থেকে বলা হয়েছে, বাজার স্থিতিশীলতায় প্রয়োজনীয় পদক্ষেপ নেওয়া হচ্ছে। বিশ্লেষকরা বলছেন, ভালো মৌলভিত্তির কোম্পানির শেয়ারের দরও অস্বাভাবিক কমেছে, যা বাজারের জন্য অশনিসংকেত। দীর্ঘমেয়াদি সংস্কার ছাড়া আস্থা ফেরানো কঠিন হবে বলে মনে করেন তারা। বিনিয়োগকারীদের সংগঠনের নেতারা কমিশনের পুনর্গঠন ও জবাবদিহিতা নিশ্চিতের দাবি জানিয়েছেন। শেয়ার ও পুঁজিবাজারে টানা দরপতনে বিনিয়োগকারীরা চরম হতাশায় ভুগছেন। ঢাকা স্টক এক্সচেঞ্জের (ডিএসই) প্রধান সূচক ডিএসইএক্স গতকাল আরও কমেছে। লেনদেনও নেমে এসেছে তলানিতে। বাজার সংশ্লিষ্টরা বলছেন, আস্থার সংকটই বড় কারণ। প্রাতিষ্ঠানিক বিনিয়োগকারীদের একটি অংশ সক্রিয় না থাকায় তারল্য সংকট তৈরি হয়েছে। ক্ষুদ্র বিনিয়োগকারীরা পুঁজি হারিয়ে রাস্তায় নেমে বিক্ষোভ করেছেন। বিএসইসির পক্ষ থেকে বলা হয়েছে, বাজার স্থিতিশীলতায় প্রয়োজনীয় পদক্ষেপ নেওয়া হচ্ছে। বিশ্লেষকরা বলছেন, ভালো মৌলভিত্তির কোম্পানির শেয়ারের দরও অস্বাভাবিক কমেছে, যা বাজারের জন্য অশনিসংকেত। দীর্ঘমেয়াদি সংস্কার ছাড়া আস্থা ফেরানো কঠিন হবে বলে মনে করেন তারা। বিনিয়োগকারীদের সংগঠনের নেতারা কমিশনের পুনর্গঠন ও জবাবদিহিতা নিশ্চিতের দাবি জানিয়েছেন। শেয়ার ও পুঁজিবাজারে টানা দরপতনে বিনিয়োগকারীরা চরম হতাশায় ভুগছেন। ঢাকা স্টক এক্সচেঞ্জের (ডিএসই) প্রধান সূচক ডিএসইএক্স গতকাল আরও কমেছে। লেনদেনও নেমে এসেছে তলানিতে। বাজার সংশ্লিষ্টরা বলছেন, আস্থার সংকটই বড় কারণ। প্রাতিষ্ঠানিক বিনিয়োগকারীদের একটি অংশ সক্রিয় না থাকায় তারল্য সংকট তৈরি হয়েছে। ক্ষুদ্র বিনিয়োগকারীরা পুঁজি হারিয়ে রাস্তায় নেমে বিক্ষোভ করেছেন। বিএসইসির পক্ষ থেকে বলা হয়েছে, বাজার স্থিতিশীলতায় প্রয়োজনীয় পদক্ষেপ নেওয়া হচ্ছে। বিশ্লেষকরা বলছেন, ভালো মৌলভিত্তির কোম্পানির শেয়ারের দরও অস্বাভাবিক কমেছে, যা বাজারের জন্য অশনিসংকেত। দীর্ঘমেয়াদি সংস্কার ছাড়া আস্থা ফেরানো কঠিন হবে বলে মনে করেন তারা। বিনিয়োগকারীদের সংগঠনের নেতারা কমিশনের পুনর্গঠন ও জবাবদিহিতা নিশ্চিতের দাবি জানিয়েছেন।: [387, 365, 559, 819]
